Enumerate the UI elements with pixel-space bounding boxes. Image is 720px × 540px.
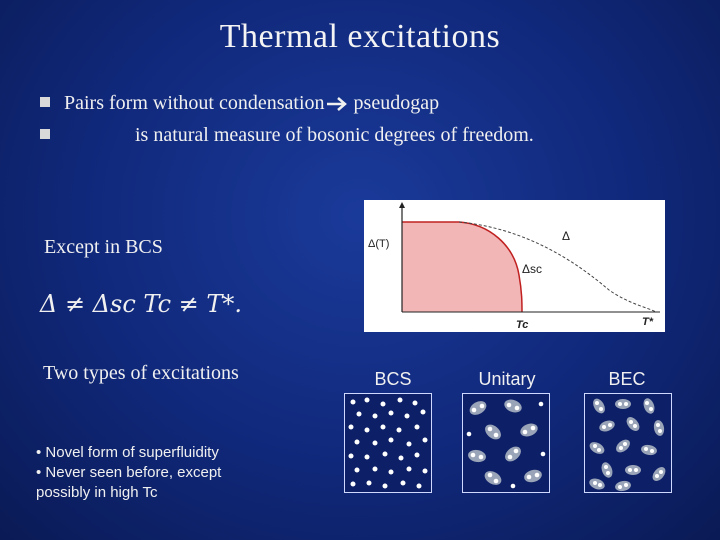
bullet-1 xyxy=(40,92,439,115)
two-types-label: Two types of excitations xyxy=(43,362,239,384)
bec-label: BEC xyxy=(608,369,646,389)
inequality-formula: Δ ≠ Δsc Tc ≠ T*. xyxy=(40,290,243,318)
bcs-particles xyxy=(345,394,431,492)
bullet-2 xyxy=(40,124,534,147)
notes-block xyxy=(36,443,221,503)
bcs-label: BCS xyxy=(374,369,412,389)
note-line-2: • Never seen before, except xyxy=(36,464,222,481)
slide-title: Thermal excitations xyxy=(219,18,501,55)
y-axis-label: Δ(T) xyxy=(368,238,390,250)
delta-label: Δ xyxy=(562,229,571,243)
note-line-3: possibly in high Tc xyxy=(36,484,158,501)
bullet-2-rest: bosonic degrees of freedom. xyxy=(307,124,534,146)
note-line-1: • Novel form of superfluidity xyxy=(36,444,219,461)
gap-diagram-svg xyxy=(364,200,665,332)
tc-tick-label: Tc xyxy=(516,319,529,331)
delta-sc-label: Δsc xyxy=(522,262,543,276)
bcs-panel xyxy=(344,393,432,493)
bullet-square-icon xyxy=(40,129,50,139)
unitary-particles xyxy=(463,394,549,492)
bec-panel xyxy=(584,393,672,493)
bec-particles xyxy=(585,394,671,492)
bullet-square-icon xyxy=(40,97,50,107)
bullet-1-result: pseudogap xyxy=(353,92,440,114)
unitary-panel xyxy=(462,393,550,493)
tstar-tick-label: T* xyxy=(642,316,653,328)
y-axis-arrow-icon xyxy=(399,202,405,208)
right-arrow-icon xyxy=(325,95,349,113)
bullet-2-text: is natural measure of xyxy=(135,124,303,146)
except-bcs-label: Except in BCS xyxy=(44,236,163,258)
unitary-label: Unitary xyxy=(478,369,536,389)
bullet-1-text: Pairs form without condensation xyxy=(64,92,325,114)
gap-diagram xyxy=(364,200,665,332)
delta-sc-region xyxy=(402,222,522,312)
